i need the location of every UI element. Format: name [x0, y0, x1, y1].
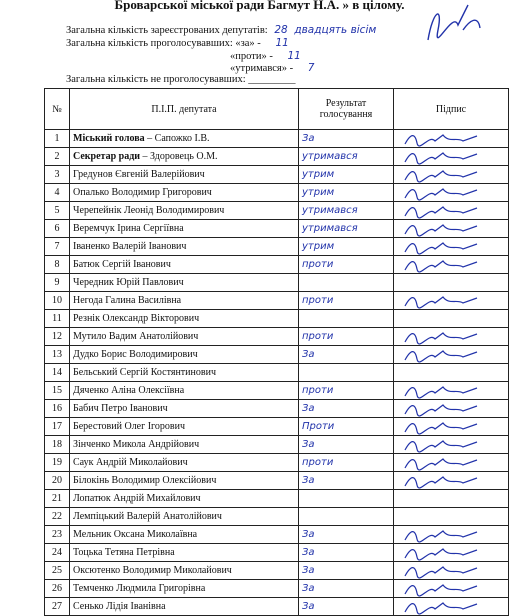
deputy-name-text: Гредунов Євгеній Валерійович — [73, 169, 205, 180]
deputy-name-text: Тоцька Тетяна Петрівна — [73, 547, 175, 558]
signature-cell — [394, 490, 509, 508]
row-number: 8 — [45, 256, 70, 274]
signature-cell — [394, 166, 509, 184]
signature-scribble — [397, 185, 497, 201]
vote-result: За — [299, 472, 394, 490]
vote-result: За — [299, 526, 394, 544]
deputy-name — [70, 526, 299, 544]
deputy-name — [70, 346, 299, 364]
row-number: 17 — [45, 418, 70, 436]
signature-scribble — [397, 527, 497, 543]
table-row — [45, 310, 509, 328]
row-number: 5 — [45, 202, 70, 220]
row-number: 22 — [45, 508, 70, 526]
signature-cell — [394, 436, 509, 454]
deputy-name — [70, 382, 299, 400]
utrym-line — [230, 62, 314, 74]
deputy-name-text: Дяченко Аліна Олексіївна — [73, 385, 185, 396]
deputy-name-text: Мельник Оксана Миколаївна — [73, 529, 198, 540]
signature-scribble — [397, 599, 497, 615]
signature-scribble — [397, 347, 497, 363]
proty-line — [230, 50, 301, 62]
deputy-name-text: Білокінь Володимир Олексійович — [73, 475, 217, 486]
deputy-name — [70, 292, 299, 310]
table-row — [45, 490, 509, 508]
registered-value: 28 — [274, 24, 288, 36]
deputy-name-text: Опалько Володимир Григорович — [73, 187, 212, 198]
row-number: 4 — [45, 184, 70, 202]
voting-table — [44, 88, 509, 616]
deputy-name — [70, 580, 299, 598]
vote-result: За — [299, 598, 394, 616]
deputy-name — [70, 130, 299, 148]
signature-scribble — [397, 221, 497, 237]
deputy-name-text: Черепейнік Леонід Володимирович — [73, 205, 225, 216]
table-row — [45, 292, 509, 310]
col-name: П.І.П. депутата — [70, 89, 299, 130]
signature-cell — [394, 598, 509, 616]
deputy-name-text: Мутило Вадим Анатолійович — [73, 331, 199, 342]
row-number: 19 — [45, 454, 70, 472]
table-row — [45, 184, 509, 202]
signature-cell — [394, 526, 509, 544]
table-row — [45, 328, 509, 346]
utrym-value: 7 — [307, 62, 315, 74]
vote-result: За — [299, 436, 394, 454]
deputy-name — [70, 310, 299, 328]
row-number: 27 — [45, 598, 70, 616]
vote-result: За — [299, 544, 394, 562]
signature-cell — [394, 508, 509, 526]
signature-scribble — [397, 329, 497, 345]
table-row — [45, 580, 509, 598]
signature-scribble — [397, 239, 497, 255]
deputy-name-text: Веремчук Ірина Сергіївна — [73, 223, 184, 234]
signature-cell — [394, 184, 509, 202]
signature-cell — [394, 292, 509, 310]
voted-label: Загальна кількість проголосувавших: «за» - — [66, 38, 261, 49]
deputy-name — [70, 598, 299, 616]
signature-scribble — [397, 437, 497, 453]
deputy-name — [70, 400, 299, 418]
deputy-name — [70, 490, 299, 508]
deputy-name-text: Дудко Борис Володимирович — [73, 349, 198, 360]
vote-result: За — [299, 580, 394, 598]
row-number: 2 — [45, 148, 70, 166]
signature-scribble — [397, 563, 497, 579]
signature-cell — [394, 148, 509, 166]
deputy-name — [70, 436, 299, 454]
signature-cell — [394, 472, 509, 490]
table-row — [45, 166, 509, 184]
row-number: 16 — [45, 400, 70, 418]
row-number: 21 — [45, 490, 70, 508]
deputy-name — [70, 148, 299, 166]
vote-result: За — [299, 346, 394, 364]
signature-scribble — [397, 545, 497, 561]
vote-result — [299, 490, 394, 508]
row-number: 9 — [45, 274, 70, 292]
table-row — [45, 526, 509, 544]
row-number: 23 — [45, 526, 70, 544]
table-row — [45, 364, 509, 382]
vote-result: проти — [299, 328, 394, 346]
vote-result: Проти — [299, 418, 394, 436]
vote-result: проти — [299, 256, 394, 274]
col-number: № — [45, 89, 70, 130]
row-number: 13 — [45, 346, 70, 364]
vote-result — [299, 364, 394, 382]
deputy-name — [70, 166, 299, 184]
row-number: 15 — [45, 382, 70, 400]
signature-scribble — [397, 473, 497, 489]
row-number: 6 — [45, 220, 70, 238]
signature-cell — [394, 418, 509, 436]
proty-value: 11 — [287, 50, 301, 62]
vote-result: За — [299, 562, 394, 580]
deputy-name — [70, 562, 299, 580]
table-row — [45, 436, 509, 454]
table-row — [45, 130, 509, 148]
signature-cell — [394, 346, 509, 364]
deputy-name-text: Берестовий Олег Ігорович — [73, 421, 186, 432]
signature-cell — [394, 202, 509, 220]
vote-result: За — [299, 130, 394, 148]
registered-label: Загальна кількість зареєстрованих депутатів: — [66, 25, 268, 36]
deputy-role: Секретар ради — [73, 151, 141, 162]
deputy-name — [70, 454, 299, 472]
deputy-name — [70, 544, 299, 562]
signature-cell — [394, 238, 509, 256]
row-number: 18 — [45, 436, 70, 454]
deputy-name-text: Лопатюк Андрій Михайлович — [73, 493, 201, 504]
deputy-name — [70, 508, 299, 526]
vote-result: утримався — [299, 220, 394, 238]
deputy-name-text: – Здоровець О.М. — [140, 151, 218, 162]
signature-scribble — [397, 419, 497, 435]
table-row — [45, 508, 509, 526]
deputy-name — [70, 274, 299, 292]
proty-label: «проти» - — [230, 51, 273, 62]
vote-result: За — [299, 400, 394, 418]
table-row — [45, 346, 509, 364]
document-title: Броварської міської ради Багмут Н.А. » в цілому. — [114, 0, 405, 12]
deputy-name-text: Саук Андрій Миколайович — [73, 457, 188, 468]
signature-scribble — [397, 293, 497, 309]
row-number: 12 — [45, 328, 70, 346]
row-number: 1 — [45, 130, 70, 148]
signature-cell — [394, 364, 509, 382]
col-result: Результат голосування — [299, 89, 394, 130]
vote-result: утрим — [299, 166, 394, 184]
deputy-name-text: Чередник Юрій Павлович — [73, 277, 184, 288]
row-number: 7 — [45, 238, 70, 256]
notvoted-line: Загальна кількість не проголосувавших: _________ — [66, 74, 296, 85]
signature-scribble — [397, 149, 497, 165]
signature-cell — [394, 274, 509, 292]
signature-cell — [394, 256, 509, 274]
deputy-name — [70, 220, 299, 238]
deputy-name-text: Оксютенко Володимир Миколайович — [73, 565, 232, 576]
deputy-name-text: Резнік Олександр Вікторович — [73, 313, 200, 324]
deputy-name-text: Негода Галина Василівна — [73, 295, 182, 306]
signature-cell — [394, 454, 509, 472]
row-number: 11 — [45, 310, 70, 328]
signature-cell — [394, 310, 509, 328]
deputy-name-text: Зінченко Микола Андрійович — [73, 439, 200, 450]
deputy-name-text: Сенько Лідія Іванівна — [73, 601, 166, 612]
table-row — [45, 238, 509, 256]
table-row — [45, 472, 509, 490]
signature-scribble — [397, 581, 497, 597]
signature-cell — [394, 382, 509, 400]
signature-cell — [394, 562, 509, 580]
vote-result — [299, 310, 394, 328]
registered-line — [66, 24, 376, 36]
signature-scribble — [397, 401, 497, 417]
signature-scribble — [397, 257, 497, 273]
table-row — [45, 400, 509, 418]
deputy-role: Міський голова — [73, 133, 145, 144]
table-row — [45, 256, 509, 274]
signature-cell — [394, 544, 509, 562]
deputy-name-text: Батюк Сергій Іванович — [73, 259, 171, 270]
row-number: 24 — [45, 544, 70, 562]
signature-cell — [394, 220, 509, 238]
za-value: 11 — [275, 37, 289, 49]
deputy-name-text: Лемпіцький Валерій Анатолійович — [73, 511, 222, 522]
deputy-name — [70, 184, 299, 202]
deputy-name — [70, 418, 299, 436]
registered-note: двадцять вісім — [294, 24, 377, 36]
vote-result — [299, 508, 394, 526]
deputy-name-text: – Сапожко І.В. — [144, 133, 210, 144]
utrym-label: «утримався» - — [230, 63, 294, 74]
table-row — [45, 562, 509, 580]
row-number: 26 — [45, 580, 70, 598]
signature-scribble — [397, 383, 497, 399]
deputy-name — [70, 238, 299, 256]
header-signature — [408, 0, 488, 53]
row-number: 10 — [45, 292, 70, 310]
col-signature: Підпис — [394, 89, 509, 130]
row-number: 14 — [45, 364, 70, 382]
vote-result: утрим — [299, 238, 394, 256]
table-row — [45, 454, 509, 472]
vote-result: проти — [299, 454, 394, 472]
vote-result — [299, 274, 394, 292]
row-number: 25 — [45, 562, 70, 580]
table-row — [45, 148, 509, 166]
table-row — [45, 220, 509, 238]
deputy-name-text: Бельський Сергій Костянтинович — [73, 367, 216, 378]
vote-result: утримався — [299, 148, 394, 166]
table-row — [45, 202, 509, 220]
vote-result: проти — [299, 382, 394, 400]
deputy-name — [70, 364, 299, 382]
signature-scribble — [397, 131, 497, 147]
deputy-name — [70, 256, 299, 274]
vote-result: проти — [299, 292, 394, 310]
deputy-name-text: Іваненко Валерій Іванович — [73, 241, 187, 252]
table-header-row — [45, 89, 509, 130]
signature-scribble — [397, 203, 497, 219]
deputy-name-text: Темченко Людмила Григорівна — [73, 583, 206, 594]
signature-cell — [394, 580, 509, 598]
signature-scribble — [397, 455, 497, 471]
signature-scribble — [397, 167, 497, 183]
vote-result: утрим — [299, 184, 394, 202]
deputy-name — [70, 202, 299, 220]
table-row — [45, 382, 509, 400]
voted-line — [66, 37, 289, 49]
table-row — [45, 598, 509, 616]
row-number: 20 — [45, 472, 70, 490]
deputy-name-text: Бабич Петро Іванович — [73, 403, 168, 414]
row-number: 3 — [45, 166, 70, 184]
deputy-name — [70, 328, 299, 346]
signature-cell — [394, 130, 509, 148]
signature-cell — [394, 328, 509, 346]
signature-cell — [394, 400, 509, 418]
table-row — [45, 544, 509, 562]
table-row — [45, 274, 509, 292]
deputy-name — [70, 472, 299, 490]
vote-result: утримався — [299, 202, 394, 220]
table-row — [45, 418, 509, 436]
